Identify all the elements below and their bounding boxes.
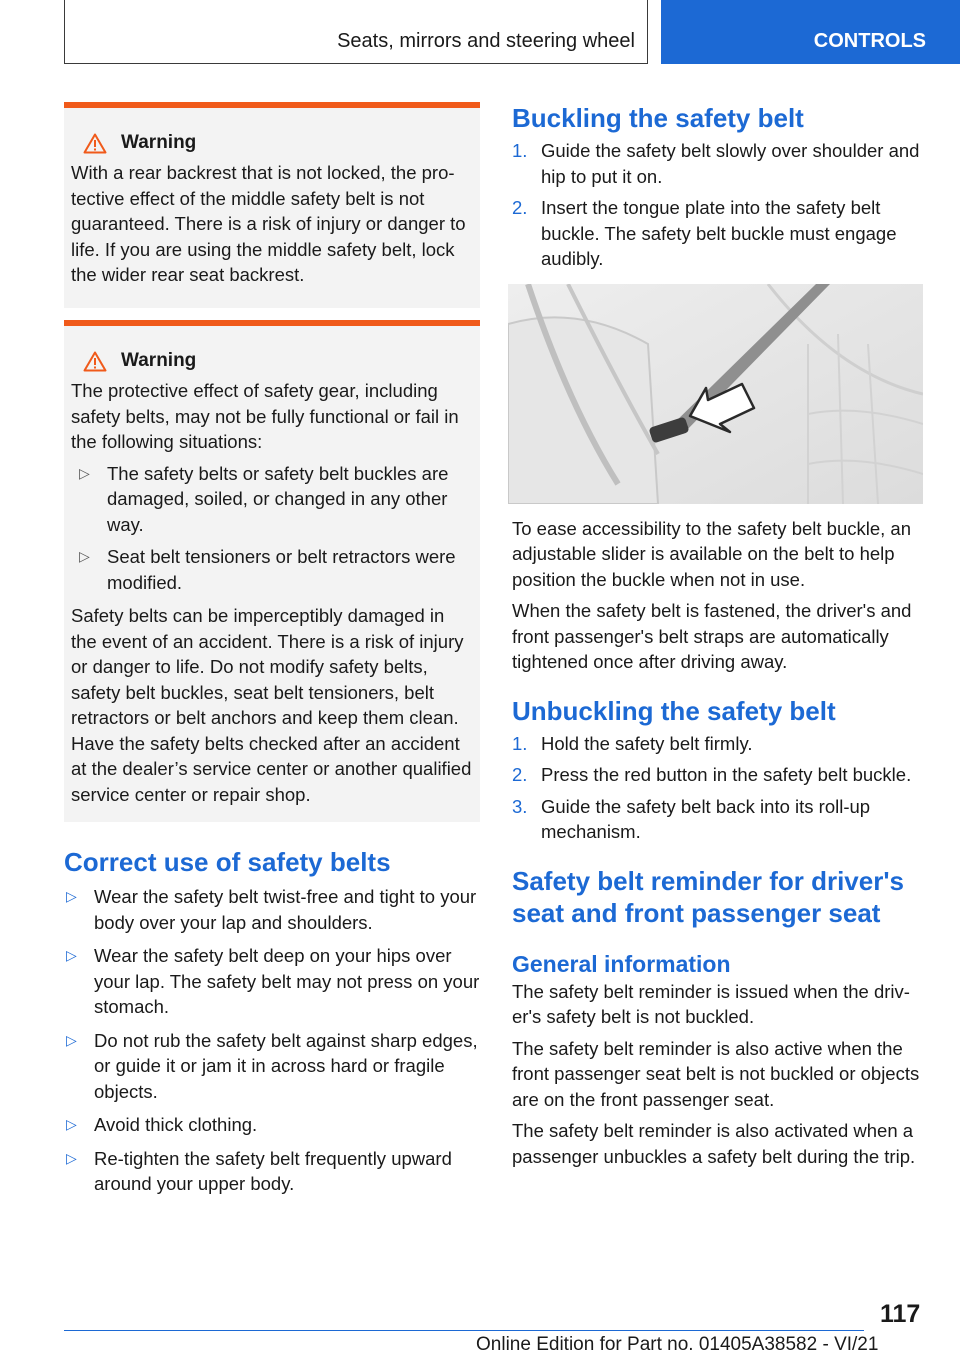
warning-triangle-icon [83, 351, 107, 372]
heading-unbuckling: Unbuckling the safety belt [512, 695, 836, 726]
unbuckling-steps [508, 731, 928, 845]
list-item: ▷ Seat belt tensioners or belt retractors were modified. [79, 546, 456, 593]
seat-belt-buckle-illustration [508, 284, 923, 504]
list-item: ▷ The safety belts or safety belt buckles are damaged, soiled, or changed in any other way. [79, 462, 449, 535]
list-item: 2. Press the red button in the safety belt buckle. [512, 764, 912, 785]
page-number: 117 [880, 1300, 921, 1328]
right-column [508, 102, 928, 1169]
triangle-bullet-icon: ▷ [66, 1031, 77, 1048]
chapter-tab-controls[interactable]: CONTROLS [661, 0, 960, 64]
header-section-box [64, 0, 648, 64]
warning-title [71, 350, 472, 372]
warning-bullet-list [71, 461, 472, 596]
triangle-bullet-icon: ▷ [79, 464, 90, 481]
list-item: 3. Guide the safety belt back into its roll-up mechanism. [512, 795, 871, 842]
reminder-paragraph-trip: The safety belt reminder is also activated when a passenger unbuckles a safety belt during the trip. [512, 1120, 916, 1167]
warning-box-backrest [64, 102, 480, 308]
heading-reminder: Safety belt reminder for driver's seat and front passenger seat [512, 865, 904, 928]
list-item: ▷ Wear the safety belt deep on your hips over your lap. The safety belt may not press on your stomach. [66, 945, 480, 1017]
correct-use-list [64, 884, 480, 1197]
triangle-bullet-icon: ▷ [66, 1149, 77, 1166]
reminder-paragraph-driver: The safety belt reminder is issued when the driver's safety belt is not buckled. [512, 980, 910, 1027]
warning-intro: The protective effect of safety gear, including safety belts, may not be fully functional or fail in the following situations: [71, 380, 459, 452]
triangle-bullet-icon: ▷ [66, 947, 77, 963]
reminder-paragraph-passenger: The safety belt reminder is also active when the front passenger seat belt is not buckled or objects are on the front passenger seat. [512, 1037, 920, 1110]
triangle-bullet-icon: ▷ [66, 1116, 77, 1132]
section-title: Seats, mirrors and steering wheel [337, 30, 635, 52]
list-item: ▷ Do not rub the safety belt against sharp edges, or guide it or jam it in across hard or fragile objects. [66, 1029, 478, 1102]
list-item: ▷ Wear the safety belt twist-free and tight to your body over your lap and shoulders. [66, 886, 477, 933]
triangle-bullet-icon: ▷ [66, 888, 77, 904]
triangle-bullet-icon: ▷ [79, 548, 90, 564]
list-item: ▷ Avoid thick clothing. [64, 1112, 480, 1138]
warning-title-text: Warning [121, 132, 197, 153]
warning-box-safety-gear [64, 320, 480, 822]
footer-edition: Online Edition for Part no. 01405A38582 - VI/21 [476, 1334, 879, 1355]
buckling-steps [508, 138, 928, 272]
heading-buckling: Buckling the safety belt [512, 103, 804, 133]
list-item: 2. Insert the tongue plate into the safety belt buckle. The safety belt buckle must engage audibly. [512, 197, 897, 269]
footer-divider [64, 1330, 864, 1331]
left-column [64, 102, 480, 1205]
list-item: ▷ Re-tighten the safety belt frequently upward around your upper body. [66, 1147, 452, 1194]
subheading-general-information: General information [512, 950, 731, 977]
warning-title [71, 132, 472, 154]
buckling-paragraph-slider: To ease accessibility to the safety belt buckle, an adjustable slider is available on the belt to help position the buckle when not in use. [512, 517, 911, 590]
warning-text: Safety belts can be imperceptibly damaged in the event of an accident. There is a risk of injury or danger to life. Do not modify safety belts, safety belt buckles, seat belt tensioners, belt retractors or belt anchors and keep them clean. Have the safety belts checked after an accident at the dealer’s service center or another qualified service center or repair shop. [71, 605, 472, 805]
warning-text: With a rear backrest that is not locked, the protective effect of the middle safety belt is not guaranteed. There is a risk of injury or danger to life. If you are using the middle safety belt, lock the wider rear seat backrest. [71, 162, 466, 285]
warning-title-text: Warning [121, 350, 197, 371]
warning-triangle-icon [83, 133, 107, 154]
heading-correct-use: Correct use of safety belts [64, 847, 391, 877]
list-item: 1. Hold the safety belt firmly. [512, 732, 753, 754]
buckling-paragraph-tightened: When the safety belt is fastened, the driver's and front passenger's belt straps are automatically tightened once after driving away. [512, 600, 912, 672]
list-item: 1. Guide the safety belt slowly over shoulder and hip to put it on. [512, 140, 920, 187]
